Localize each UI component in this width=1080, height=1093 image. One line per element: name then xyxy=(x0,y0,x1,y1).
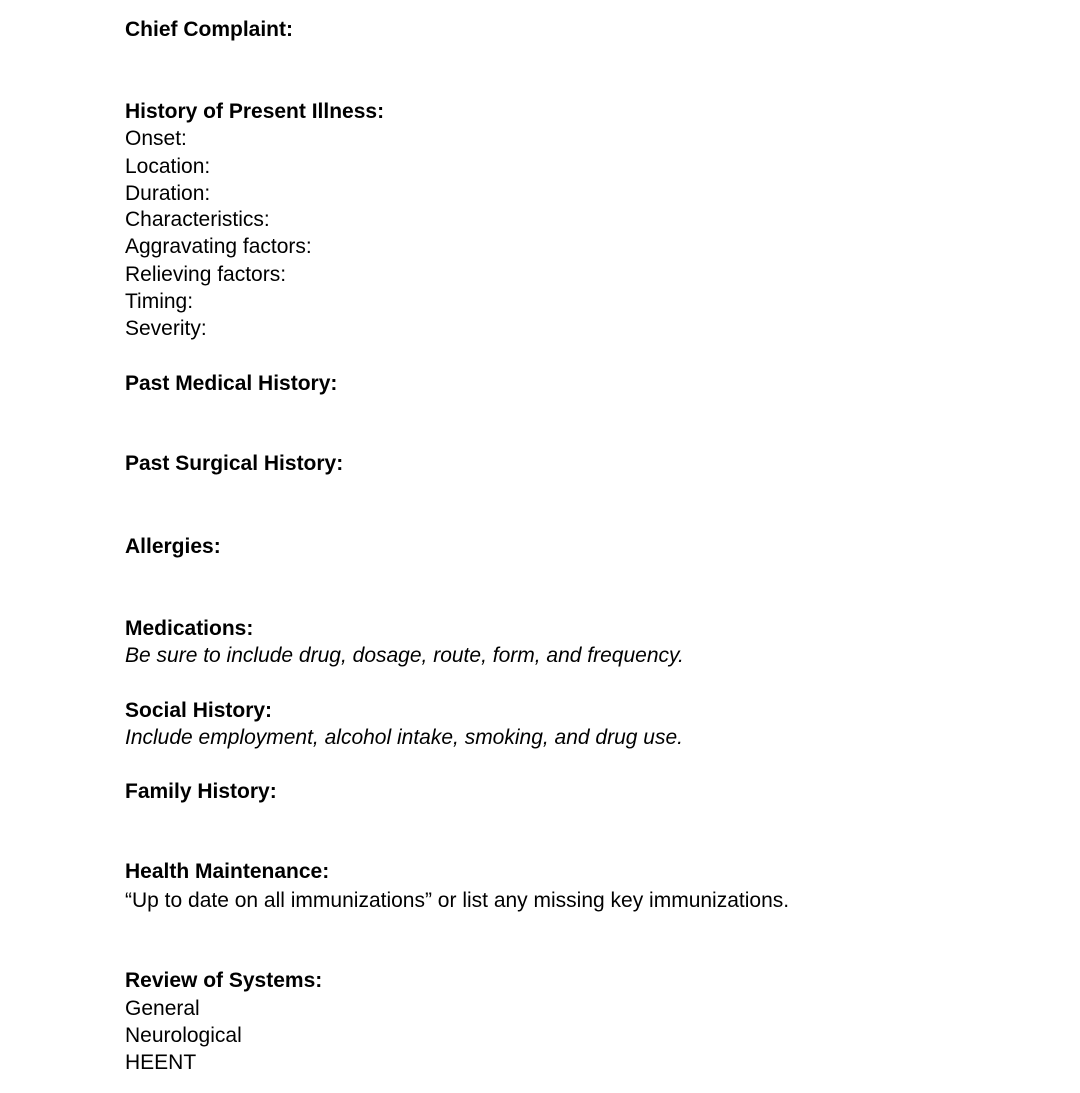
social-history-note: Include employment, alcohol intake, smoking, and drug use. xyxy=(125,726,683,749)
past-surgical-history-heading: Past Surgical History: xyxy=(125,452,344,475)
hpi-field-characteristics: Characteristics: xyxy=(125,208,270,231)
hpi-field-severity: Severity: xyxy=(125,317,207,340)
medications-heading: Medications: xyxy=(125,617,254,640)
ros-item-general: General xyxy=(125,997,200,1020)
social-history-heading: Social History: xyxy=(125,699,273,722)
review-of-systems-heading: Review of Systems: xyxy=(125,969,323,992)
hpi-field-aggravating-factors: Aggravating factors: xyxy=(125,235,312,258)
health-maintenance-note: “Up to date on all immunizations” or list any missing key immunizations. xyxy=(125,889,790,912)
hpi-field-timing: Timing: xyxy=(125,290,194,313)
allergies-heading: Allergies: xyxy=(125,535,221,558)
hpi-heading: History of Present Illness: xyxy=(125,100,385,123)
ros-item-neurological: Neurological xyxy=(125,1024,242,1047)
hpi-field-onset: Onset: xyxy=(125,127,187,150)
family-history-heading: Family History: xyxy=(125,780,277,803)
ros-item-heent: HEENT xyxy=(125,1051,197,1074)
hpi-field-location: Location: xyxy=(125,155,211,178)
hpi-field-relieving-factors: Relieving factors: xyxy=(125,263,287,286)
health-maintenance-heading: Health Maintenance: xyxy=(125,860,330,883)
hpi-field-duration: Duration: xyxy=(125,182,211,205)
past-medical-history-heading: Past Medical History: xyxy=(125,372,338,395)
medications-note: Be sure to include drug, dosage, route, form, and frequency. xyxy=(125,644,684,667)
chief-complaint-heading: Chief Complaint: xyxy=(125,18,293,41)
